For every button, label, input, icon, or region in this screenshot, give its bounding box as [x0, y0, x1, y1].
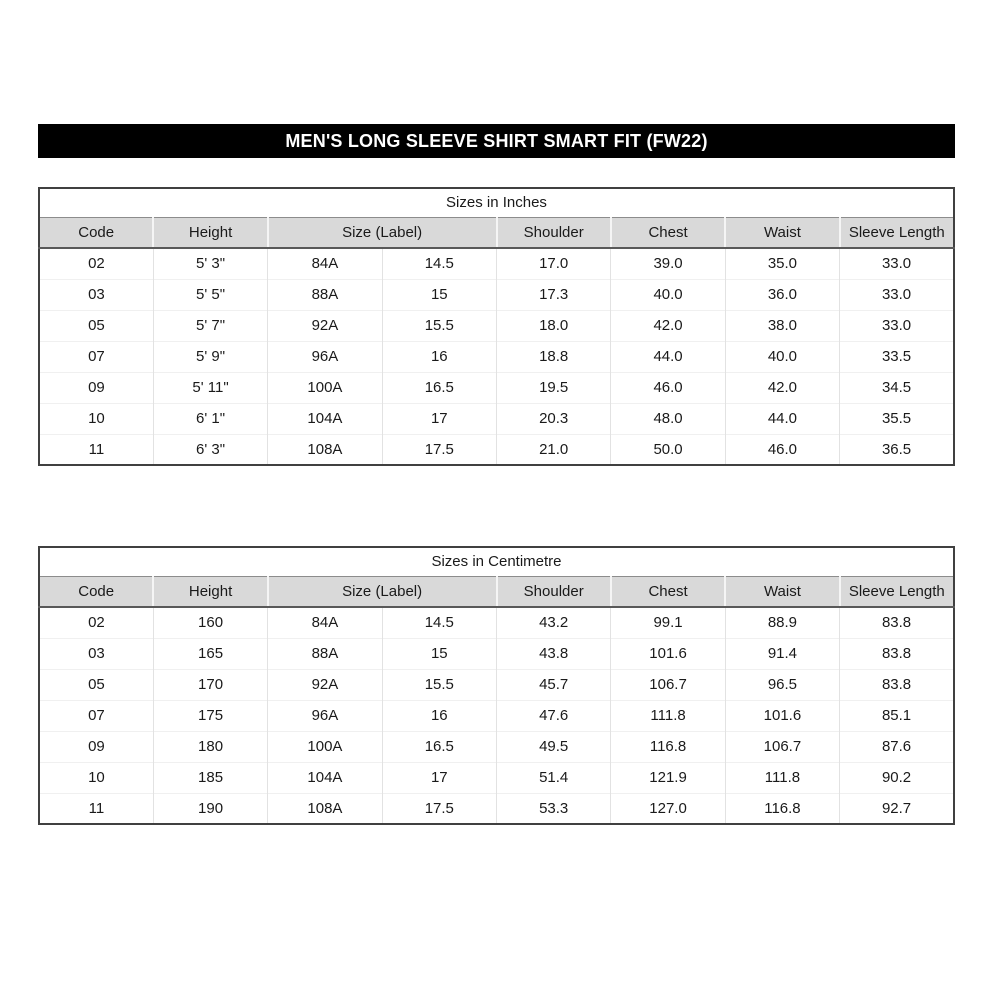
table-cell: 19.5	[497, 372, 611, 403]
table-row	[39, 793, 954, 824]
table-cell: 180	[153, 731, 267, 762]
table-cell: 42.0	[725, 372, 839, 403]
table-cell: 100A	[268, 372, 382, 403]
table-cell: 20.3	[497, 403, 611, 434]
table-cell: 6' 3"	[153, 434, 267, 465]
table-cell: 17.5	[382, 793, 496, 824]
table-cell: 36.5	[840, 434, 954, 465]
table-cell: 11	[39, 793, 153, 824]
table-cell: 33.0	[840, 310, 954, 341]
table-cell: 84A	[268, 607, 382, 638]
table-cell: 03	[39, 279, 153, 310]
column-header-chest: Chest	[611, 576, 725, 607]
table-cell: 111.8	[611, 700, 725, 731]
table-cell: 10	[39, 403, 153, 434]
table-cell: 185	[153, 762, 267, 793]
table-cell: 43.8	[497, 638, 611, 669]
column-header-chest: Chest	[611, 217, 725, 248]
table-cell: 43.2	[497, 607, 611, 638]
banner	[38, 124, 955, 158]
table-cell: 88A	[268, 279, 382, 310]
table-row	[39, 762, 954, 793]
table-cell: 99.1	[611, 607, 725, 638]
column-header-sleeve-length: Sleeve Length	[840, 217, 954, 248]
table-cell: 10	[39, 762, 153, 793]
table-row	[39, 700, 954, 731]
table-cell: 88.9	[725, 607, 839, 638]
table-cell: 85.1	[840, 700, 954, 731]
table-cell: 34.5	[840, 372, 954, 403]
table-cell: 5' 3"	[153, 248, 267, 279]
table-cell: 05	[39, 669, 153, 700]
table-cell: 90.2	[840, 762, 954, 793]
table-row	[39, 638, 954, 669]
table-cell: 46.0	[611, 372, 725, 403]
table-body	[39, 248, 954, 465]
table-cell: 38.0	[725, 310, 839, 341]
table-cell: 190	[153, 793, 267, 824]
table-cell: 02	[39, 607, 153, 638]
table-cell: 17.3	[497, 279, 611, 310]
table-cell: 17.0	[497, 248, 611, 279]
table-cell: 05	[39, 310, 153, 341]
table-cell: 121.9	[611, 762, 725, 793]
table-cell: 5' 7"	[153, 310, 267, 341]
table-cell: 100A	[268, 731, 382, 762]
table-row	[39, 279, 954, 310]
table-cell: 35.5	[840, 403, 954, 434]
table-cell: 111.8	[725, 762, 839, 793]
table-cell: 83.8	[840, 638, 954, 669]
sizes-in-centimetre-table	[38, 546, 955, 825]
table-cell: 15	[382, 638, 496, 669]
table-cell: 83.8	[840, 607, 954, 638]
table-row	[39, 403, 954, 434]
table-header-row	[39, 217, 954, 248]
table-cell: 15.5	[382, 310, 496, 341]
table-cell: 16.5	[382, 731, 496, 762]
table-cell: 07	[39, 341, 153, 372]
table-cell: 104A	[268, 403, 382, 434]
table-cell: 5' 5"	[153, 279, 267, 310]
sizes-in-inches-table	[38, 187, 955, 466]
column-header-size-label: Size (Label)	[268, 217, 497, 248]
table-cell: 101.6	[611, 638, 725, 669]
table-cell: 160	[153, 607, 267, 638]
table-cell: 17	[382, 762, 496, 793]
table-body	[39, 607, 954, 824]
table-cell: 50.0	[611, 434, 725, 465]
table-row	[39, 372, 954, 403]
table-cell: 17	[382, 403, 496, 434]
table-title: Sizes in Inches	[39, 188, 954, 217]
table-cell: 96A	[268, 341, 382, 372]
table-cell: 33.5	[840, 341, 954, 372]
table-header-row	[39, 576, 954, 607]
table-row	[39, 341, 954, 372]
column-header-waist: Waist	[725, 217, 839, 248]
table-row	[39, 248, 954, 279]
table-cell: 6' 1"	[153, 403, 267, 434]
table-cell: 5' 11"	[153, 372, 267, 403]
table-cell: 44.0	[611, 341, 725, 372]
table-cell: 36.0	[725, 279, 839, 310]
table-title-row	[39, 547, 954, 576]
table-cell: 96.5	[725, 669, 839, 700]
table-cell: 51.4	[497, 762, 611, 793]
table-cell: 44.0	[725, 403, 839, 434]
table-cell: 33.0	[840, 279, 954, 310]
table-title: Sizes in Centimetre	[39, 547, 954, 576]
table-row	[39, 669, 954, 700]
column-header-shoulder: Shoulder	[497, 217, 611, 248]
table-cell: 92.7	[840, 793, 954, 824]
table-cell: 108A	[268, 793, 382, 824]
table-cell: 02	[39, 248, 153, 279]
table-cell: 15	[382, 279, 496, 310]
table-cell: 40.0	[611, 279, 725, 310]
table-cell: 17.5	[382, 434, 496, 465]
table-cell: 5' 9"	[153, 341, 267, 372]
table-cell: 83.8	[840, 669, 954, 700]
table-cell: 15.5	[382, 669, 496, 700]
table-cell: 116.8	[725, 793, 839, 824]
table-cell: 16	[382, 341, 496, 372]
column-header-waist: Waist	[725, 576, 839, 607]
table-cell: 92A	[268, 310, 382, 341]
table-cell: 18.8	[497, 341, 611, 372]
table-cell: 35.0	[725, 248, 839, 279]
table-cell: 91.4	[725, 638, 839, 669]
column-header-code: Code	[39, 576, 153, 607]
table-cell: 101.6	[725, 700, 839, 731]
column-header-size-label: Size (Label)	[268, 576, 497, 607]
table-cell: 116.8	[611, 731, 725, 762]
table-cell: 40.0	[725, 341, 839, 372]
table-cell: 84A	[268, 248, 382, 279]
table-cell: 87.6	[840, 731, 954, 762]
table-cell: 47.6	[497, 700, 611, 731]
table-cell: 18.0	[497, 310, 611, 341]
table-cell: 21.0	[497, 434, 611, 465]
table-cell: 45.7	[497, 669, 611, 700]
table-cell: 09	[39, 731, 153, 762]
table-cell: 46.0	[725, 434, 839, 465]
table-cell: 42.0	[611, 310, 725, 341]
column-header-height: Height	[153, 576, 267, 607]
table-row	[39, 434, 954, 465]
table-cell: 106.7	[725, 731, 839, 762]
banner-title: MEN'S LONG SLEEVE SHIRT SMART FIT (FW22)	[285, 130, 708, 151]
table-row	[39, 310, 954, 341]
column-header-height: Height	[153, 217, 267, 248]
table-cell: 16	[382, 700, 496, 731]
table-cell: 33.0	[840, 248, 954, 279]
table-cell: 175	[153, 700, 267, 731]
table-row	[39, 731, 954, 762]
table-cell: 96A	[268, 700, 382, 731]
table-row	[39, 607, 954, 638]
table-cell: 14.5	[382, 248, 496, 279]
column-header-code: Code	[39, 217, 153, 248]
table-cell: 49.5	[497, 731, 611, 762]
table-cell: 106.7	[611, 669, 725, 700]
table-cell: 127.0	[611, 793, 725, 824]
column-header-shoulder: Shoulder	[497, 576, 611, 607]
table-cell: 16.5	[382, 372, 496, 403]
table-cell: 104A	[268, 762, 382, 793]
column-header-sleeve-length: Sleeve Length	[840, 576, 954, 607]
table-cell: 88A	[268, 638, 382, 669]
table-title-row	[39, 188, 954, 217]
table-cell: 53.3	[497, 793, 611, 824]
table-cell: 11	[39, 434, 153, 465]
table-cell: 170	[153, 669, 267, 700]
table-cell: 09	[39, 372, 153, 403]
table-cell: 48.0	[611, 403, 725, 434]
table-cell: 39.0	[611, 248, 725, 279]
table-cell: 07	[39, 700, 153, 731]
table-cell: 108A	[268, 434, 382, 465]
table-cell: 03	[39, 638, 153, 669]
table-cell: 165	[153, 638, 267, 669]
table-cell: 14.5	[382, 607, 496, 638]
table-cell: 92A	[268, 669, 382, 700]
